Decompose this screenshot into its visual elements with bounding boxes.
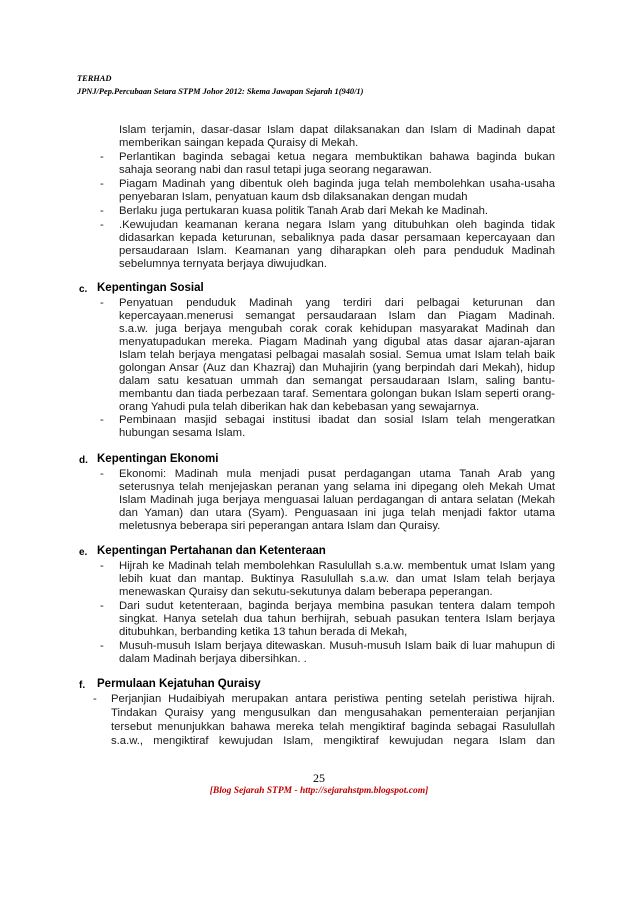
text-line: sebelumnya ternyata berjaya diwujudkan. [119,258,327,270]
footer-blog-link[interactable]: [Blog Sejarah STPM - http://sejarahstpm.blogspot.com] [209,786,429,796]
text-line: Penyatuan penduduk Madinah yang terdiri dari pelbagai keturunan dan [119,297,555,309]
page-number: 25 [313,771,325,785]
bullet-dash: - [93,693,97,705]
bullet-dash: - [100,414,104,426]
text-line: Islam Madinah juga berjaya menguasai laluan perdagangan di antara selatan (Mekah [119,494,555,506]
bullet-dash: - [100,600,104,612]
text-line: meletusnya beberapa siri peperangan antara Islam dan Quraisy. [119,520,441,532]
bullet-dash: - [100,468,104,480]
bullet-dash: - [100,640,104,652]
text-line: dalam Madinah berjaya dibersihkan. . [119,653,307,665]
header-restricted-label: TERHAD [77,74,112,83]
text-line: Ekonomi: Madinah mula menjadi pusat perdagangan utama Tanah Arab yang [119,468,555,480]
section-title-sosial: Kepentingan Sosial [97,282,204,294]
text-line: Hijrah ke Madinah telah membolehkan Rasulullah s.a.w. membentuk umat Islam yang [119,560,555,572]
text-line: s.a.w., mengiktiraf kewujudan Islam, mengiktiraf kewujudan negara Islam dan [111,735,555,747]
text-line: penyebaran Islam, penyatuan kaum dsb dilaksanakan dengan mudah [119,191,468,203]
section-letter: c. [79,284,88,295]
text-line: Perjanjian Hudaibiyah merupakan antara peristiwa penting setelah peristiwa hijrah. [111,693,555,705]
text-line: Piagam Madinah yang dibentuk oleh baginda juga telah membolehkan usaha-usaha [119,178,555,190]
text-line: dalam satu kesatuan ummah dan semangat persaudaraan Islam, saling bantu- [119,375,555,387]
text-line: didasarkan kepada keturunan, sebaliknya pada dasar persamaan kepercayaan dan [119,232,555,244]
bullet-dash: - [100,151,104,163]
text-line: seterusnya telah menjejaskan peranan yang selama ini dipegang oleh Mekah Umat [119,481,555,493]
text-line: sahaja seorang nabi dan rasul tetapi juga seorang negarawan. [119,164,432,176]
section-letter: f. [79,680,86,691]
section-title-quraisy: Permulaan Kejatuhan Quraisy [97,678,261,690]
section-title-pertahanan: Kepentingan Pertahanan dan Ketenteraan [97,545,326,557]
text-line: Dari sudut ketenteraan, baginda berjaya membina pasukan tentera dalam tempoh [119,600,555,612]
text-line: hubungan sesama Islam. [119,427,246,439]
text-line: lebih kuat dan mantap. Buktinya Rasulullah s.a.w. dan umat Islam telah berjaya [119,573,555,585]
text-line: memberikan saingan kepada Quraisy di Mekah. [119,137,359,149]
section-letter: d. [79,455,88,466]
text-line: Berlaku juga pertukaran kuasa politik Tanah Arab dari Mekah ke Madinah. [119,205,489,217]
bullet-dash: - [100,560,104,572]
text-line: membantu dan tiada perbezaan taraf. Sementara golongan bukan Islam seperti orang- [119,388,555,400]
bullet-dash: - [100,219,104,231]
text-line: Islam terjamin, dasar-dasar Islam dapat dilaksanakan dan Islam di Madinah dapat [119,124,555,136]
text-line: s.a.w. juga berjaya mengubah corak corak kehidupan masyarakat Madinah dan [119,323,555,335]
text-line: ditubuhkan, berbanding ketika 13 tahun berada di Mekah, [119,626,408,638]
text-line: Pembinaan masjid sebagai institusi ibadat dan sosial Islam telah mengeratkan [119,414,555,426]
text-line: Tindakan Quraisy yang mengusulkan dan mengusahakan pementeraian perjanjian [111,707,555,719]
text-line: tersebut menunjukkan bahawa mereka telah mengiktiraf baginda sebagai Rasulullah [111,721,555,733]
text-line: dan Yaman) dan utara (Syam). Penguasaan ini juga telah menjadi faktor utama [119,507,555,519]
text-line: menewaskan Quraisy dan sekutu-sekutunya dalam beberapa peperangan. [119,586,493,598]
text-line: golongan Ansar (Auz dan Khazraj) dan Muhajirin (yang berpindah dari Mekah), hidup [119,362,555,374]
text-line: .Kewujudan keamanan kerana negara Islam yang ditubuhkan oleh baginda tidak [119,219,555,231]
text-line: kepercayaan.menerusi semangat persaudaraan Islam dan Piagam Madinah. [119,310,555,322]
bullet-dash: - [100,205,104,217]
bullet-dash: - [100,297,104,309]
text-line: orang Yahudi pula telah diberikan hak dan kebebasan yang sewajarnya. [119,401,480,413]
text-line: Musuh-musuh Islam berjaya ditewaskan. Musuh-musuh Islam baik di luar mahupun di [119,640,555,652]
text-line: menyatupadukan mereka. Piagam Madinah yang digubal atas dasar ajaran-ajaran [119,336,555,348]
text-line: persaudaraan Islam. Keamanan yang diharapkan oleh para penduduk Madinah [119,245,555,257]
section-letter: e. [79,547,88,558]
section-title-ekonomi: Kepentingan Ekonomi [97,453,219,465]
text-line: singkat. Hanya setelah dua tahun berhijrah, sebuah pasukan tentera Islam berjaya [119,613,555,625]
text-line: Islam telah berjaya mengatasi pelbagai masalah sosial. Semua umat Islam telah baik [119,349,555,361]
header-exam-title: JPNJ/Pep.Percubaan Setara STPM Johor 2012: Skema Jawapan Sejarah 1(940/1) [77,87,364,96]
bullet-dash: - [100,178,104,190]
text-line: Perlantikan baginda sebagai ketua negara membuktikan bahawa baginda bukan [119,151,555,163]
